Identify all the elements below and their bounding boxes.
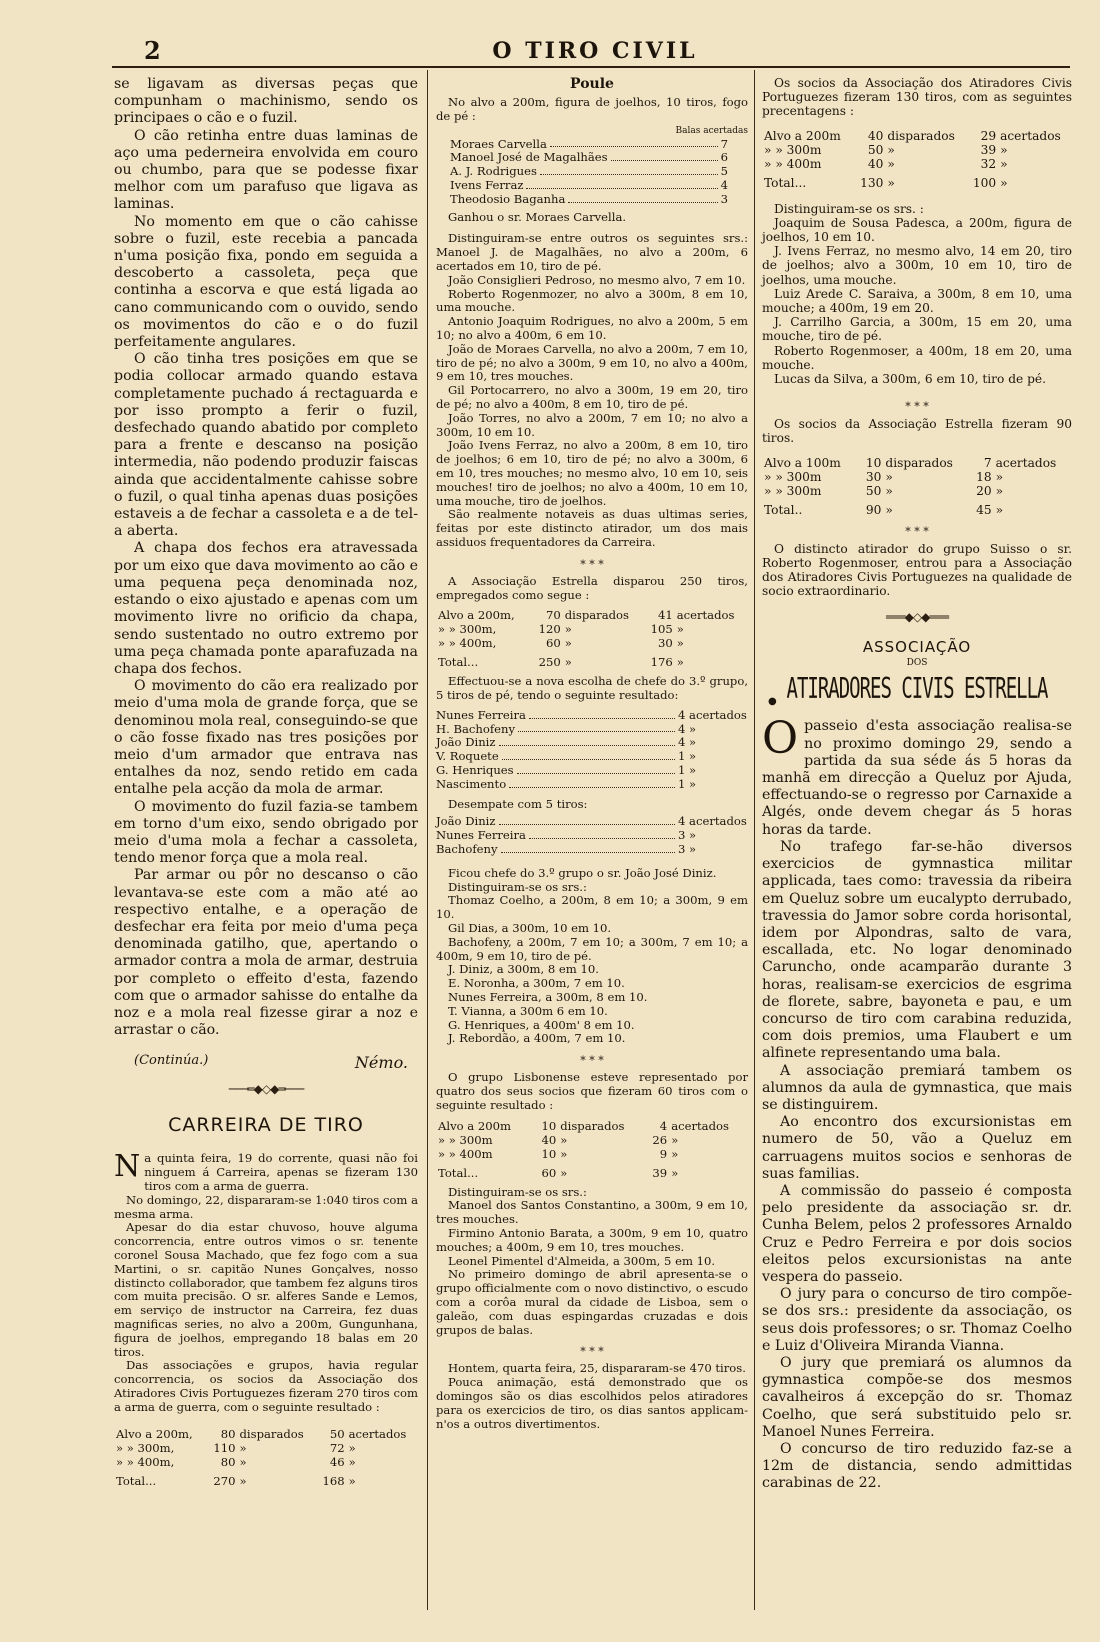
paragraph: Distinguiram-se entre outros os seguintes srs.: Manoel J. de Magalhães, no alvo a 200m, 6 acertados em 10, tiro de pé. (436, 231, 748, 273)
list-item: G. Henriques 1 » (436, 763, 697, 778)
dot-leader (502, 750, 675, 760)
assoc-title-main: ATIRADORES CIVIS ESTRELLA (786, 672, 1048, 706)
separator-stars: * * * (905, 400, 929, 414)
dot-leader (568, 193, 717, 203)
column-divider-2 (754, 70, 755, 1610)
paragraph: O grupo Lisbonense esteve representado por quatro dos seus socios que fizeram 60 tiros com o seguinte resultado : (436, 1070, 748, 1112)
poule-title: Poule (570, 76, 614, 92)
escolha-ranking (436, 709, 748, 792)
table-cell: acertados (995, 455, 1057, 470)
table-cell: » (564, 622, 572, 637)
list-item: Bachofeny 3 » (436, 842, 697, 857)
paragraph: Pouca animação, está demonstrado que os domingos são os dias escolhidos pelos atiradores para os exercicios de tiro, os dias santos applicam-n'os a outros divertimentos. (436, 1375, 748, 1431)
dot-leader (540, 165, 718, 175)
table-cell: 9 (659, 1146, 668, 1161)
dot-leader (499, 815, 676, 825)
dot-leader (518, 723, 675, 733)
table-cell: » (671, 1165, 679, 1180)
paragraph: O movimento do cão era realizado por meio d'uma mola de grande força, que se denominou mola real, conseguindo-se que o cão fosse fixado nas tres posições por meio d'um armador que entrava nas entalhes da noz, sendo retido em cada entalhe pela acção da mola de armar. (114, 678, 418, 798)
list-item: Manoel José de Magalhães 6 (450, 150, 728, 165)
page-header (140, 36, 1050, 66)
list-item: Ivens Ferraz 4 (450, 177, 728, 192)
list-item: V. Roquete 1 » (436, 749, 697, 764)
drop-cap: O (762, 713, 799, 765)
column-1 (114, 76, 418, 1494)
paragraph: A chapa dos fechos era atravessada por um eixo que dava movimento ao cão e uma pequena peça denominada noz, estando o eixo ajustado e apenas com um movimento livre no orificio da chapa, sendo sustentado no outro extremo por uma peça chamada ponte aparafuzada na chapa dos fechos. (114, 540, 418, 677)
dot-leader (501, 843, 675, 853)
paragraph: se ligavam as diversas peças que compunham o machinismo, sendo os principaes o cão e o fuzil. (114, 76, 418, 127)
paragraph: Gil Portocarrero, no alvo a 300m, 19 em 20, tiro de pé; no alvo a 400m, 8 em 10, tiro de pé. (436, 383, 748, 411)
results-table (762, 456, 1072, 517)
table-cell: 270 (213, 1473, 236, 1488)
table-cell: 120 (538, 622, 561, 637)
column-3-news (762, 76, 1072, 598)
table-cell: 4 (659, 1118, 668, 1133)
paragraph: Luiz Arede C. Saraiva, a 300m, 8 em 10, uma mouche; a 400m, 19 em 20. (762, 286, 1072, 316)
table-cell: 41 (657, 608, 673, 623)
table-cell: Total... (764, 175, 807, 190)
table-cell: Alvo a 100m (764, 455, 841, 470)
table-cell: 105 (650, 622, 673, 637)
table-cell: » (1000, 142, 1008, 157)
paragraph: João Ivens Ferraz, no alvo a 200m, 8 em 10, tiro de joelhos; 6 em 10, tiro de pé; no alvo a 300m, 6 em 10, tres mouches; no mesmo alvo, 10 em 10, seis mouches! tiro de joelhos; no alvo a 400m, 10 em 10, uma mouche, tiro de joelhos. (436, 438, 748, 508)
assoc-title: ASSOCIAÇÃO (862, 638, 972, 657)
table-cell: » (885, 469, 893, 484)
paragraph: São realmente notaveis as duas ultimas series, feitas por este distincto atirador, um dos mais assiduos frequentadores da Carreira. (436, 507, 748, 549)
continua-note: (Continúa.) (134, 1053, 209, 1069)
table-cell: 110 (213, 1440, 236, 1455)
paragraph: Das associações e grupos, havia regular concorrencia, os socios da Associação dos Atiradores Civis Portuguezes fizeram 270 tiros com a arma de guerra, com o seguinte resultado : (114, 1358, 418, 1414)
paragraph: O movimento do fuzil fazia-se tambem em torno d'um eixo, sendo obrigado por meio d'uma mola a fechar a cassoleta, tendo menor força que a mola real. (114, 798, 418, 867)
newspaper-title: O TIRO CIVIL (492, 38, 698, 64)
paragraph: No trafego far-se-hão diversos exercicios de gymnastica militar applicada, taes como: travessia da ribeira em Queluz sobre um eucalypto derrubado, travessia do Jamor sobre corda horisontal, idem por Alpondras, salto de vara, escallada, etc. No logar denominado Caruncho, onde acamparão durante 3 horas, realisam-se exercicios de esgrima de florete, sabre, bayoneta e pau, e um concurso de tiro com carabina reduzida, com dois premios, uma Flaubert e um alfinete representando uma bala. (762, 838, 1072, 1062)
table-cell: 30 (865, 469, 882, 484)
table-cell: » (560, 1165, 568, 1180)
paragraph: Lucas da Silva, a 300m, 6 em 10, tiro de pé. (774, 372, 1046, 387)
list-item: João Diniz 4 acertados (436, 814, 747, 829)
paragraph: G. Henriques, a 400m' 8 em 10. (448, 1017, 635, 1032)
paragraph: Os socios da Associação Estrella fizeram 90 tiros. (762, 417, 1072, 446)
table-cell: 30 (657, 636, 673, 651)
paragraph: Thomaz Coelho, a 200m, 8 em 10; a 300m, 9 em 10. (436, 893, 748, 922)
table-cell: 100 (972, 175, 997, 190)
table-cell: acertados (676, 608, 735, 623)
table-cell: » (560, 1146, 568, 1161)
paragraph: O concurso de tiro reduzido faz-se a 12m de distancia, sendo admittidas carabinas de 22. (762, 1441, 1072, 1492)
table-cell: 10 (865, 455, 882, 470)
paragraph: Ganhou o sr. Moraes Carvella. (448, 209, 627, 224)
table-cell: » (887, 175, 895, 190)
table-cell: 29 (980, 128, 997, 143)
paragraph: Roberto Rogenmoser, a 400m, 18 em 20, uma mouche. (762, 343, 1072, 372)
table-cell: 40 (867, 128, 884, 143)
paragraph: E. Noronha, a 300m, 7 em 10. (448, 976, 625, 991)
table-cell: 39 (980, 142, 997, 157)
paragraph: Effectuou-se a nova escolha de chefe do 3.º grupo, 5 tiros de pé, tendo o seguinte resultado: (436, 674, 748, 703)
table-cell: 10 (541, 1118, 557, 1133)
bullet-mark: ● (768, 696, 777, 707)
table-cell: » » 300m (764, 142, 822, 157)
table-cell: » » 300m, (116, 1440, 175, 1455)
table-cell: 250 (538, 655, 561, 670)
paragraph: Ficou chefe do 3.º grupo o sr. João José Diniz. (448, 865, 717, 880)
table-cell: 32 (980, 156, 997, 171)
column-2 (436, 76, 748, 1431)
dot-leader (550, 138, 718, 148)
table-cell: 20 (976, 483, 992, 498)
section-title: CARREIRA DE TIRO (168, 1114, 364, 1137)
table-cell: 46 (329, 1454, 345, 1469)
paragraph: O distincto atirador do grupo Suisso o sr. Roberto Rogenmoser, entrou para a Associação dos Atiradores Civis Portuguezes na qualidade de socio extraordinario. (762, 541, 1072, 599)
paragraph: O cão retinha entre duas laminas de aço uma pederneira envolvida em couro ou chumbo, para que se podesse fixar melhor com um parafuso que ligava as laminas. (114, 127, 418, 213)
table-cell: » (671, 1132, 679, 1147)
paragraph: Joaquim de Sousa Padesca, a 200m, figura de joelhos, 10 em 10. (762, 215, 1072, 245)
paragraph: Antonio Joaquim Rodrigues, no alvo a 200m, 5 em 10; no alvo a 400m, 6 em 10. (436, 314, 748, 342)
list-item: Nunes Ferreira 3 » (436, 828, 697, 843)
paragraph: J. Carrilho Garcia, a 300m, 15 em 20, uma mouche, tiro de pé. (762, 315, 1072, 344)
table-cell: » (560, 1132, 568, 1147)
table-cell: » » 400m, (438, 636, 497, 651)
table-cell: » (676, 636, 684, 651)
table-cell: » (676, 622, 684, 637)
header-rule (112, 66, 1070, 68)
paragraph: No alvo a 200m, figura de joelhos, 10 tiros, fogo de pé : (436, 95, 748, 123)
table-cell: 60 (541, 1165, 557, 1180)
table-cell: Total.. (764, 502, 803, 517)
results-table (762, 129, 1072, 190)
table-cell: » » 400m (438, 1146, 493, 1161)
paragraph: Distinguiram-se os srs. : (774, 201, 924, 216)
column-divider-1 (427, 70, 428, 1610)
table-cell: disparados (239, 1426, 304, 1441)
table-cell: » (348, 1440, 356, 1455)
table-cell: Total... (438, 1165, 479, 1180)
results-table (114, 1427, 418, 1488)
table-cell: Total... (438, 655, 479, 670)
table-cell: 168 (322, 1473, 345, 1488)
table-cell: Alvo a 200m (764, 128, 841, 143)
table-cell: 40 (867, 156, 884, 171)
table-cell: acertados (671, 1118, 729, 1133)
paragraph-text: passeio d'esta associação realisa-se no proximo domingo 29, sendo a partida da sua séde ás 5 horas da manhã em direcção a Queluz por Ajuda, effectuando-se o regresso por Carnaxide a Algés, onde devem chegar ás 5 horas horas da tarde. (762, 718, 1072, 838)
paragraph: Par armar ou pôr no descanso o cão levantava-se este com a mão até ao respectivo entalhe, e a operação de desfechar era feita por meio d'uma peça denominada gatilho, que, apertando o armador contra a mola de armar, destruia por completo o effeito d'esta, fazendo com que o armador sahisse do entalhe da noz e a mola real fizesse girar a noz e arrastar o cão. (114, 867, 418, 1039)
table-cell: » » 300m (438, 1132, 493, 1147)
poule-ranking (436, 138, 748, 207)
table-cell: acertados (1000, 128, 1061, 143)
paragraph: Distinguiram-se os srs.: (448, 1184, 587, 1199)
table-cell: disparados (560, 1118, 625, 1133)
list-item: João Diniz 4 » (436, 735, 697, 750)
carreira-article (114, 1149, 418, 1414)
table-cell: Total... (116, 1473, 157, 1488)
list-item: Theodosio Baganha 3 (450, 191, 728, 206)
paragraph: Firmino Antonio Barata, a 300m, 9 em 10, quatro mouches; a 400m, 9 em 10, tres mouches. (436, 1226, 748, 1254)
table-cell: » (239, 1473, 247, 1488)
column-3 (762, 76, 1072, 1493)
dot-leader (517, 764, 675, 774)
table-cell: » (676, 655, 684, 670)
paragraph: Desempate com 5 tiros: (448, 796, 588, 811)
table-cell: 176 (650, 655, 673, 670)
table-cell: 26 (652, 1132, 668, 1147)
dot-leader (529, 709, 675, 719)
table-cell: 60 (546, 636, 561, 651)
paragraph: Hontem, quarta feira, 25, dispararam-se 470 tiros. (448, 1361, 746, 1376)
author-signature: Némo. (354, 1053, 408, 1073)
table-cell: » (564, 636, 572, 651)
page-number: 2 (144, 36, 161, 65)
drop-cap: N (114, 1149, 141, 1185)
dot-leader (526, 179, 717, 189)
table-cell: 50 (865, 483, 882, 498)
assoc-article (762, 713, 1072, 1492)
table-cell: 39 (652, 1165, 668, 1180)
table-cell: 50 (329, 1426, 345, 1441)
dot-leader (611, 151, 718, 161)
table-cell: Alvo a 200m (438, 1118, 512, 1133)
list-item: Nascimento 1 » (436, 776, 697, 791)
table-cell: » (885, 502, 893, 517)
table-cell: » » 300m (764, 469, 822, 484)
paragraph: J. Rebordão, a 400m, 7 em 10. (448, 1031, 626, 1046)
paragraph: João Torres, no alvo a 200m, 7 em 10; no alvo a 300m, 10 em 10. (436, 410, 748, 439)
paragraph: O jury que premiará os alumnos da gymnastica compõe-se dos mesmos cavalheiros á excepção do sr. Thomaz Coelho, que será substituido pelo sr. Manoel Nunes Ferreira. (762, 1354, 1072, 1440)
table-cell: 80 (220, 1426, 236, 1441)
table-cell: disparados (564, 608, 629, 623)
table-cell: » (995, 469, 1004, 484)
desempate-ranking (436, 815, 748, 856)
dot-leader (529, 829, 675, 839)
table-cell: 45 (976, 502, 992, 517)
paragraph: O jury para o concurso de tiro compõe-se dos srs.: presidente da associação, os seus dois professores; o sr. Thomaz Coelho e Luiz d'Oliveira Miranda Vianna. (762, 1286, 1072, 1354)
table-cell: » (564, 655, 572, 670)
paragraph: A commissão do passeio é composta pelo presidente da associação sr. dr. Cunha Belem, pelos 2 professores Arnaldo Cruz e Pedro Ferreira e por dois socios eleitos pelos excursionistas na ante vespera do passeio. (762, 1182, 1072, 1285)
table-cell: » (239, 1440, 247, 1455)
separator-stars: * * * (905, 524, 929, 538)
paragraph: O cão tinha tres posições em que se podia collocar armado quando estava completamente puchado á rectaguarda e por isso prompto a ferir o fuzil, desfechado quando abatido por completo para a frente e descanso na posição intermedia, não podendo produzir faiscas ainda que accidentalmente cahisse sobre o fuzil, o qual tinha apenas duas posições estaveis a de fechar a cassoleta e a de tel-a aberta. (114, 351, 418, 540)
table-cell: » (239, 1454, 247, 1469)
paragraph (114, 1149, 418, 1193)
ornament-divider: ═══◆◇◆═══ (885, 610, 949, 625)
paragraph: Bachofeny, a 200m, 7 em 10; a 300m, 7 em 10; a 400m, 9 em 10, tiro de pé. (436, 934, 748, 963)
table-cell: disparados (887, 128, 955, 143)
table-cell: » » 300m, (438, 622, 497, 637)
table-cell: » » 400m (764, 156, 822, 171)
table-cell: Alvo a 200m, (116, 1426, 193, 1441)
table-cell: » (885, 483, 893, 498)
paragraph: Manoel dos Santos Constantino, a 300m, 9 em 10, tres mouches. (436, 1198, 748, 1227)
paragraph: No domingo, 22, dispararam-se 1:040 tiros com a mesma arma. (114, 1192, 418, 1221)
paragraph: Distinguiram-se os srs.: (448, 879, 587, 894)
table-cell: 80 (220, 1454, 236, 1469)
paragraph: Os socios da Associação dos Atiradores Civis Portuguezes fizeram 130 tiros, com as seguintes precentagens : (762, 76, 1072, 119)
table-cell: » (995, 483, 1004, 498)
paragraph: Roberto Rogenmozer, no alvo a 300m, 8 em 10, uma mouche. (436, 286, 748, 315)
paragraph: No primeiro domingo de abril apresenta-se o grupo officialmente com o novo distinctivo, o escudo com a corôa mural da cidade de Lisboa, sem o galeão, com duas espingardas cruzadas e dois grupos de balas. (436, 1267, 748, 1337)
table-cell: 72 (329, 1440, 345, 1455)
table-cell: 7 (983, 455, 992, 470)
table-cell: 50 (867, 142, 884, 157)
table-cell: 18 (976, 469, 992, 484)
table-cell: 130 (860, 175, 884, 190)
table-cell: disparados (885, 455, 953, 470)
paragraph: J. Diniz, a 300m, 8 em 10. (448, 962, 599, 977)
table-cell: 90 (865, 502, 882, 517)
list-item: H. Bachofeny 4 » (436, 721, 697, 736)
paragraph: João Consiglieri Pedroso, no mesmo alvo, 7 em 10. (448, 272, 746, 287)
table-cell: » (348, 1454, 356, 1469)
table-cell: » (887, 156, 895, 171)
table-cell: » (887, 142, 895, 157)
table-cell: acertados (348, 1426, 407, 1441)
signature-line (134, 1053, 408, 1072)
table-cell: Alvo a 200m, (438, 608, 515, 623)
separator-stars: * * * (580, 1054, 604, 1068)
paragraph: No momento em que o cão cahisse sobre o fuzil, este recebia a pancada n'uma posição fixa, pondo em seguida a descoberto a cassoleta, peça que continha a escorva e que está ligada ao cano communicando com o ouvido, sendo os movimentos do cão e o do fuzil perfeitamente angulares. (114, 213, 418, 351)
table-cell: 10 (541, 1146, 557, 1161)
table-cell: » » 400m, (116, 1454, 175, 1469)
list-item: Nunes Ferreira 4 acertados (436, 707, 747, 722)
balas-header: Balas acertadas (675, 125, 748, 136)
paragraph: Ao encontro dos excursionistas em numero de 50, vão a Queluz em carruagens muitos socios e senhoras de suas familias. (762, 1114, 1072, 1182)
table-cell: » » 300m (764, 483, 822, 498)
paragraph: Nunes Ferreira, a 300m, 8 em 10. (448, 990, 648, 1005)
paragraph: Gil Dias, a 300m, 10 em 10. (448, 921, 612, 936)
table-cell: » (1000, 175, 1008, 190)
list-item: Moraes Carvella 7 (450, 136, 728, 151)
table-cell: 70 (546, 608, 561, 623)
paragraph: João de Moraes Carvella, no alvo a 200m, 7 em 10, tiro de pé; no alvo a 300m, 9 em 10, no alvo a 400m, 9 em 10, tres mouches. (436, 341, 748, 384)
separator-stars: * * * (580, 1345, 604, 1359)
paragraph: Leonel Pimentel d'Almeida, a 300m, 5 em 10. (448, 1253, 716, 1268)
paragraph-text: a quinta feira, 19 do corrente, quasi não foi ninguem á Carreira, apenas se fizeram 130 tiros com a arma de guerra. (144, 1151, 418, 1193)
results-table (436, 1119, 748, 1180)
list-item: A. J. Rodrigues 5 (450, 164, 728, 179)
article-continuation (114, 76, 418, 1039)
table-cell: » (348, 1473, 356, 1488)
paragraph: A Associação Estrella disparou 250 tiros, empregados como segue : (436, 573, 748, 602)
paragraph: J. Ivens Ferraz, no mesmo alvo, 14 em 20, tiro de joelhos; alvo a 300m, 10 em 10, tiro de joelhos, uma mouche. (762, 244, 1072, 287)
dot-leader (509, 778, 675, 788)
table-cell: » (995, 502, 1004, 517)
dot-leader (499, 736, 676, 746)
ornament-divider: ───═◆◇◆═─── (228, 1082, 304, 1097)
paragraph: Apesar do dia estar chuvoso, houve alguma concorrencia, entre outros vimos o sr. tenente coronel Sousa Machado, que fez fogo com a sua Martini, o sr. capitão Nunes Gonçalves, nosso distincto collaborador, que tambem fez alguns tiros com muita precisão. O sr. alferes Sande e Lemos, em serviço de instructor na Carreira, fez duas magnificas series, no alvo a 200m, Gungunhana, figura de joelhos, empregando 18 balas em 20 tiros. (114, 1220, 418, 1359)
table-cell: 40 (541, 1132, 557, 1147)
paragraph: T. Vianna, a 300m 6 em 10. (448, 1003, 608, 1018)
paragraph (762, 713, 1072, 838)
paragraph: A associação premiará tambem os alumnos da aula de gymnastica, que mais se distinguirem. (762, 1062, 1072, 1113)
assoc-title-dos: DOS (906, 658, 928, 669)
separator-stars: * * * (580, 557, 604, 571)
table-cell: » (671, 1146, 679, 1161)
results-table (436, 608, 748, 669)
table-cell: » (1000, 156, 1008, 171)
